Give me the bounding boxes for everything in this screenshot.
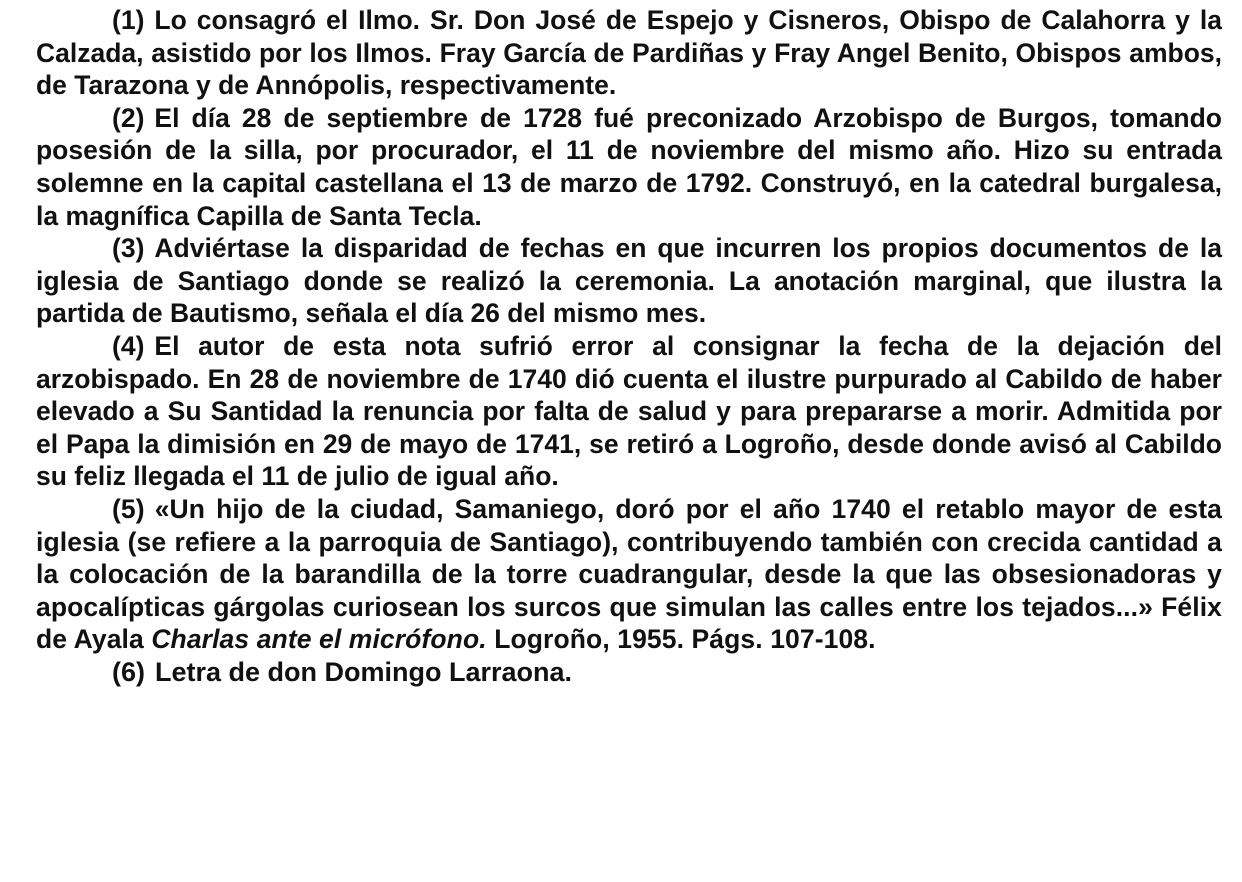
- footnote-3: [36, 232, 1222, 330]
- footnote-6: [36, 656, 1222, 689]
- footnote-number: (2): [112, 102, 145, 133]
- citation-details: Logroño, 1955. Págs. 107-108.: [494, 624, 876, 655]
- footnotes-page: [36, 4, 1222, 688]
- footnote-text: Adviértase la disparidad de fechas en que incurren los propios documentos de la iglesia de Santiago donde se realizó la ceremonia. La anotación marginal, que ilustra la partida de Bautismo, señala el día 26 del mismo mes.: [36, 233, 1222, 329]
- footnote-number: (1): [112, 5, 145, 35]
- footnote-number: (6): [112, 656, 145, 687]
- footnote-2: [36, 102, 1222, 232]
- footnote-text: Lo consagró el Ilmo. Sr. Don José de Espejo y Cisneros, Obispo de Calahorra y la Calzada, asistido por los Ilmos. Fray García de Pardiñas y Fray Angel Benito, Obispos ambos, de Tarazona y de Annópolis, respectivamente.: [36, 5, 1222, 101]
- footnote-number: (3): [112, 233, 145, 264]
- footnote-5: [36, 493, 1222, 656]
- footnote-text: El día 28 de septiembre de 1728 fué preconizado Arzobispo de Burgos, tomando posesión de la silla, por procurador, el 11 de noviembre del mismo año. Hizo su entrada solemne en la capital castellana el 13 de marzo de 1792. Construyó, en la catedral burgalesa, la magnífica Capilla de Santa Tecla.: [36, 102, 1222, 231]
- footnote-1: [36, 4, 1222, 102]
- footnote-text: «Un hijo de la ciudad, Samaniego, doró por el año 1740 el retablo mayor de esta iglesia (se refiere a la parroquia de Santiago), contribuyendo también con crecida cantidad a la colocación de la barandilla de la torre cuadrangular, desde la que las obsesionadoras y apocalípticas gárgolas curiosean los surcos que simulan las calles entre los tejados...» Félix de Ayala: [36, 493, 1222, 655]
- footnote-4: [36, 330, 1222, 493]
- footnote-text: Letra de don Domingo Larraona.: [155, 656, 573, 687]
- footnote-number: (4): [112, 330, 145, 361]
- footnote-number: (5): [112, 493, 145, 524]
- book-title: Charlas ante el micrófono.: [151, 624, 487, 655]
- footnote-text: El autor de esta nota sufrió error al consignar la fecha de la dejación del arzobispado. En 28 de noviembre de 1740 dió cuenta el ilustre purpurado al Cabildo de haber elevado a Su Santidad la renuncia por falta de salud y para prepararse a morir. Admitida por el Papa la dimisión en 29 de mayo de 1741, se retiró a Logroño, desde donde avisó al Cabildo su feliz llegada el 11 de julio de igual año.: [36, 330, 1222, 492]
